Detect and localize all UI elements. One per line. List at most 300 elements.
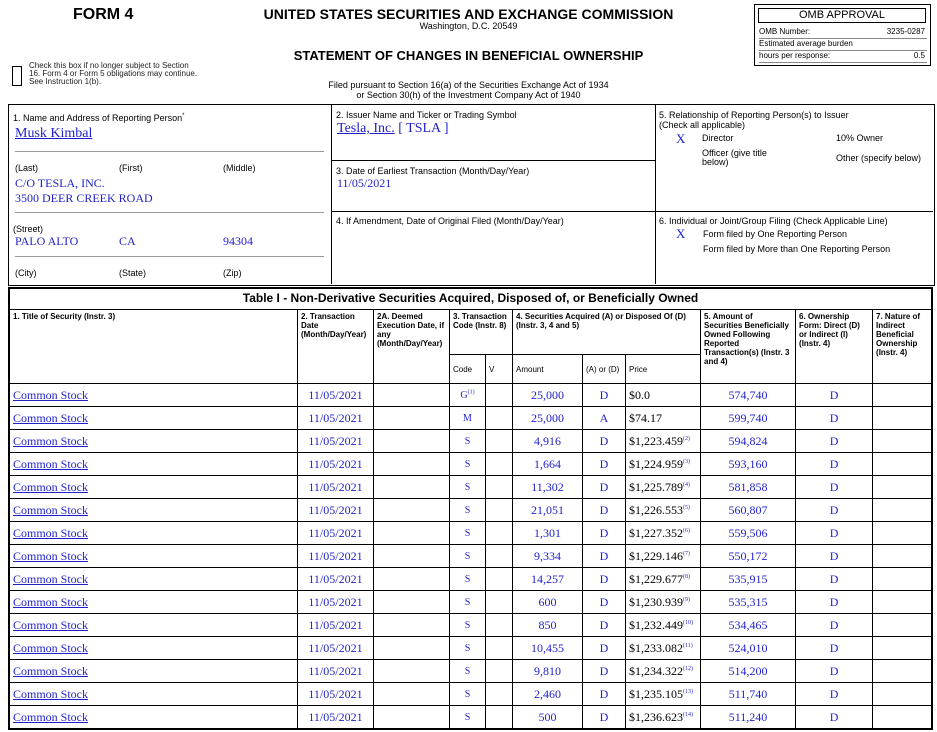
cell-v [486,591,513,614]
cell-a-or-d: D [583,706,626,729]
cell-amount-owned: 593,160 [701,453,796,476]
cell-nature [873,591,933,614]
table-row [10,591,933,614]
cell-deemed-date [374,614,450,637]
divider [331,211,933,212]
omb-approval-title: OMB APPROVAL [758,8,926,23]
cell-price [626,545,701,568]
cell-transaction-date: 11/05/2021 [298,637,374,660]
code-value: S [464,504,471,516]
box4-label: 4. If Amendment, Date of Original Filed (Month/Day/Year) [336,216,564,226]
table-row [10,522,933,545]
price-value: $74.17 [629,410,663,425]
cell-amount: 2,460 [513,683,583,706]
security-link[interactable]: Common Stock [13,686,89,701]
code-value: S [464,688,471,700]
cell-nature [873,384,933,407]
col-deemed-execution-date-header: 2A. Deemed Execution Date, if any (Month/Day/Year) [374,310,450,384]
cell-ownership-form: D [796,476,873,499]
cell-deemed-date [374,568,450,591]
cell-transaction-date: 11/05/2021 [298,499,374,522]
security-link[interactable]: Common Stock [13,525,89,540]
cell-amount: 11,302 [513,476,583,499]
box1-footnote-mark: * [182,113,185,119]
cell-code [450,407,486,430]
cell-price [626,430,701,453]
table-row [10,430,933,453]
cell-nature [873,568,933,591]
cell-ownership-form: D [796,706,873,729]
filed-pursuant-line-2: or Section 30(h) of the Investment Company Act of 1940 [356,90,581,100]
table-row [10,637,933,660]
cell-amount-owned: 511,740 [701,683,796,706]
agency-title: UNITED STATES SECURITIES AND EXCHANGE COMMISSION [263,6,674,22]
price-value: $1,224.959 [629,456,684,471]
omb-number-value: 3235-0287 [886,27,925,36]
price-footnote: (2) [683,435,691,442]
price-footnote: (9) [683,596,691,603]
omb-hours-value: 0.5 [913,51,925,60]
cell-v [486,614,513,637]
cell-ownership-form: D [796,384,873,407]
subcol-a-or-d-header: (A) or (D) [583,355,626,384]
code-value: S [464,665,471,677]
cell-security [10,499,298,522]
cell-security [10,476,298,499]
cell-price [626,637,701,660]
cell-a-or-d: D [583,683,626,706]
table-row [10,545,933,568]
cell-amount: 850 [513,614,583,637]
cell-security [10,384,298,407]
cell-deemed-date [374,430,450,453]
price-footnote: (3) [683,458,691,465]
cell-ownership-form: D [796,637,873,660]
one-person-check-mark: X [676,226,686,241]
security-link[interactable]: Common Stock [13,410,89,425]
earliest-transaction-date: 11/05/2021 [337,176,392,190]
cell-a-or-d: A [583,407,626,430]
cell-a-or-d: D [583,545,626,568]
ticker-open-bracket: [ [398,121,403,136]
price-value: $1,223.459 [629,433,684,448]
officer-label-2: below) [702,157,729,167]
cell-amount-owned: 594,824 [701,430,796,453]
cell-deemed-date [374,499,450,522]
issuer-line [337,121,449,137]
cell-deemed-date [374,384,450,407]
divider [15,212,324,213]
cell-nature [873,453,933,476]
col-ownership-form-header: 6. Ownership Form: Direct (D) or Indirect (I) (Instr. 4) [796,310,873,384]
cell-code [450,591,486,614]
cell-amount-owned: 599,740 [701,407,796,430]
security-link[interactable]: Common Stock [13,387,89,402]
cell-ownership-form: D [796,614,873,637]
cell-amount: 21,051 [513,499,583,522]
cell-amount-owned: 535,315 [701,591,796,614]
cell-transaction-date: 11/05/2021 [298,545,374,568]
cell-deemed-date [374,683,450,706]
cell-amount-owned: 560,807 [701,499,796,522]
cell-transaction-date: 11/05/2021 [298,453,374,476]
cell-code [450,522,486,545]
table-row [10,660,933,683]
cell-code [450,637,486,660]
box1-label [13,113,184,123]
col-securities-acquired-header: 4. Securities Acquired (A) or Disposed Of (D) (Instr. 3, 4 and 5) [513,310,701,355]
state-value: CA [119,234,136,248]
price-value: $1,226.553 [629,502,684,517]
cell-nature [873,499,933,522]
officer-label-1: Officer (give title [702,148,767,158]
omb-approval-box [754,4,931,66]
cell-price [626,591,701,614]
cell-code [450,384,486,407]
cell-ownership-form: D [796,591,873,614]
city-label: (City) [15,268,37,278]
cell-deemed-date [374,545,450,568]
security-link[interactable]: Common Stock [13,479,89,494]
divider [331,160,655,161]
form-label: FORM 4 [73,6,134,23]
code-footnote: (1) [467,389,475,396]
cell-security [10,453,298,476]
statement-title: STATEMENT OF CHANGES IN BENEFICIAL OWNERSHIP [293,48,644,63]
code-value: S [464,481,471,493]
omb-number-label: OMB Number: [759,27,811,36]
section16-checkbox[interactable] [12,66,22,86]
cell-a-or-d: D [583,568,626,591]
cell-price [626,407,701,430]
cell-code [450,499,486,522]
cell-security [10,706,298,729]
cell-security [10,430,298,453]
code-value: M [463,412,472,424]
cell-amount-owned: 535,915 [701,568,796,591]
ten-percent-owner-label: 10% Owner [836,133,884,143]
cell-amount: 4,916 [513,430,583,453]
cell-security [10,614,298,637]
cell-price [626,522,701,545]
code-value: S [464,550,471,562]
box5-sublabel: (Check all applicable) [659,120,746,130]
cell-security [10,683,298,706]
zip-value: 94304 [223,234,253,248]
cell-code [450,568,486,591]
cell-v [486,430,513,453]
table-row [10,683,933,706]
cell-amount-owned: 574,740 [701,384,796,407]
security-link[interactable]: Common Stock [13,594,89,609]
table-row [10,476,933,499]
col-transaction-code-header: 3. Transaction Code (Instr. 8) [450,310,513,355]
cell-ownership-form: D [796,683,873,706]
cell-transaction-date: 11/05/2021 [298,384,374,407]
cell-v [486,683,513,706]
table-row [10,499,933,522]
cell-deemed-date [374,637,450,660]
reporting-person-name[interactable]: Musk Kimbal [15,126,93,141]
cell-transaction-date: 11/05/2021 [298,522,374,545]
cell-a-or-d: D [583,430,626,453]
cell-security [10,545,298,568]
price-footnote: (10) [683,619,694,626]
cell-transaction-date: 11/05/2021 [298,591,374,614]
security-link[interactable]: Common Stock [13,571,89,586]
code-value: S [464,642,471,654]
cell-deemed-date [374,522,450,545]
cell-amount: 1,664 [513,453,583,476]
cell-amount-owned: 511,240 [701,706,796,729]
subcol-v-header: V [486,355,513,384]
code-value: S [464,596,471,608]
ticker-close-bracket: ] [443,121,449,136]
price-value: $1,229.677 [629,571,684,586]
cell-v [486,476,513,499]
col-amount-owned-header: 5. Amount of Securities Beneficially Owned Following Reported Transaction(s) (Instr. 3 and 4) [701,310,796,384]
cell-nature [873,430,933,453]
divider [331,104,332,284]
table-row [10,384,933,407]
cell-amount-owned: 524,010 [701,637,796,660]
code-value: S [464,573,471,585]
cell-v [486,407,513,430]
omb-hours-label: hours per response: [759,51,831,60]
cell-deemed-date [374,706,450,729]
box5-label: 5. Relationship of Reporting Person(s) to Issuer [659,110,849,120]
address-line-2: 3500 DEER CREEK ROAD [15,191,153,205]
non-derivative-table [9,309,933,729]
cell-amount: 25,000 [513,407,583,430]
cell-amount-owned: 559,506 [701,522,796,545]
cell-price [626,499,701,522]
cell-nature [873,614,933,637]
cell-a-or-d: D [583,453,626,476]
divider [655,104,656,284]
street-label: (Street) [13,224,44,234]
price-footnote: (5) [683,504,691,511]
cell-ownership-form: D [796,545,873,568]
cell-a-or-d: D [583,591,626,614]
col-title-of-security-header: 1. Title of Security (Instr. 3) [10,310,298,384]
security-link[interactable]: Common Stock [13,502,89,517]
cell-amount-owned: 534,465 [701,614,796,637]
price-value: $1,235.105 [629,686,684,701]
cell-amount: 1,301 [513,522,583,545]
cell-a-or-d: D [583,637,626,660]
price-footnote: (13) [683,688,694,695]
table-row [10,614,933,637]
cell-amount: 9,334 [513,545,583,568]
cell-nature [873,706,933,729]
price-footnote: (8) [683,573,691,580]
cell-v [486,706,513,729]
cell-ownership-form: D [796,660,873,683]
cell-security [10,568,298,591]
table1-title: Table I - Non-Derivative Securities Acquired, Disposed of, or Beneficially Owned [242,291,699,305]
box6-label: 6. Individual or Joint/Group Filing (Check Applicable Line) [659,216,888,226]
cell-a-or-d: D [583,476,626,499]
cell-security [10,637,298,660]
cell-v [486,384,513,407]
box3-label: 3. Date of Earliest Transaction (Month/Day/Year) [336,166,530,176]
cell-v [486,453,513,476]
table-row [10,706,933,729]
code-value: G [460,389,468,401]
cell-security [10,407,298,430]
table-row [10,453,933,476]
cell-deemed-date [374,660,450,683]
subcol-amount-header: Amount [513,355,583,384]
price-value: $0.0 [629,387,651,402]
table-row [10,568,933,591]
cell-code [450,545,486,568]
cell-price [626,568,701,591]
price-value: $1,236.623 [629,709,684,724]
price-footnote: (11) [683,642,693,649]
cell-deemed-date [374,591,450,614]
cell-nature [873,660,933,683]
cell-a-or-d: D [583,384,626,407]
agency-city: Washington, D.C. 20549 [419,21,518,31]
cell-deemed-date [374,476,450,499]
divider [15,151,324,152]
omb-burden-row [759,39,927,51]
price-footnote: (14) [683,711,694,718]
cell-code [450,453,486,476]
address-line-1: C/O TESLA, INC. [15,176,105,190]
city-value: PALO ALTO [15,234,79,248]
price-value: $1,232.449 [629,617,684,632]
cell-amount-owned: 514,200 [701,660,796,683]
col-transaction-date-header: 2. Transaction Date (Month/Day/Year) [298,310,374,384]
cell-amount-owned: 581,858 [701,476,796,499]
security-link[interactable]: Common Stock [13,433,89,448]
omb-burden-label: Estimated average burden [759,39,853,48]
cell-ownership-form: D [796,407,873,430]
other-label: Other (specify below) [836,153,922,163]
code-value: S [464,527,471,539]
cell-nature [873,637,933,660]
security-link[interactable]: Common Stock [13,663,89,678]
security-link[interactable]: Common Stock [13,617,89,632]
cell-amount-owned: 550,172 [701,545,796,568]
cell-amount: 600 [513,591,583,614]
security-link[interactable]: Common Stock [13,640,89,655]
state-label: (State) [119,268,147,278]
price-value: $1,234.322 [629,663,684,678]
director-check-mark: X [676,131,686,146]
cell-transaction-date: 11/05/2021 [298,476,374,499]
cell-transaction-date: 11/05/2021 [298,706,374,729]
middle-label: (Middle) [223,163,256,173]
subcol-price-header: Price [626,355,701,384]
cell-nature [873,407,933,430]
cell-v [486,660,513,683]
one-person-label: Form filed by One Reporting Person [703,229,848,239]
box1-label-text: 1. Name and Address of Reporting Person [13,113,183,123]
section16-checkbox-label: Check this box if no longer subject to Section 16. Form 4 or Form 5 obligations may continue. See Instruction 1(b). [29,61,198,86]
price-value: $1,229.146 [629,548,684,563]
cell-price [626,683,701,706]
issuer-name-link[interactable]: Tesla, Inc. [337,121,395,136]
cell-amount: 9,810 [513,660,583,683]
code-value: S [464,711,471,723]
cell-security [10,522,298,545]
cell-security [10,591,298,614]
box2-label: 2. Issuer Name and Ticker or Trading Symbol [336,110,517,120]
cell-amount: 500 [513,706,583,729]
cell-a-or-d: D [583,660,626,683]
cell-amount: 14,257 [513,568,583,591]
cell-amount: 10,455 [513,637,583,660]
cell-price [626,476,701,499]
cell-code [450,660,486,683]
first-label: (First) [119,163,143,173]
cell-nature [873,476,933,499]
price-value: $1,227.352 [629,525,684,540]
cell-v [486,499,513,522]
cell-code [450,683,486,706]
cell-price [626,453,701,476]
divider [15,256,324,257]
cell-transaction-date: 11/05/2021 [298,683,374,706]
omb-number-row [759,27,927,39]
cell-transaction-date: 11/05/2021 [298,568,374,591]
cell-security [10,660,298,683]
cell-ownership-form: D [796,453,873,476]
security-link[interactable]: Common Stock [13,548,89,563]
price-footnote: (6) [683,527,691,534]
cell-nature [873,522,933,545]
security-link[interactable]: Common Stock [13,456,89,471]
cell-deemed-date [374,407,450,430]
filed-pursuant-line-1: Filed pursuant to Section 16(a) of the Securities Exchange Act of 1934 [328,80,609,90]
cell-code [450,614,486,637]
price-value: $1,230.939 [629,594,684,609]
cell-v [486,637,513,660]
cell-v [486,568,513,591]
cell-code [450,706,486,729]
security-link[interactable]: Common Stock [13,709,89,724]
cell-price [626,706,701,729]
price-value: $1,225.789 [629,479,684,494]
subcol-code-header: Code [450,355,486,384]
last-label: (Last) [15,163,39,173]
col-nature-of-ownership-header: 7. Nature of Indirect Beneficial Ownership (Instr. 4) [873,310,933,384]
multiple-person-label: Form filed by More than One Reporting Person [703,244,891,254]
cell-price [626,614,701,637]
cell-a-or-d: D [583,522,626,545]
cell-code [450,476,486,499]
cell-ownership-form: D [796,568,873,591]
price-footnote: (12) [683,665,694,672]
cell-nature [873,545,933,568]
cell-deemed-date [374,453,450,476]
cell-amount: 25,000 [513,384,583,407]
table-row [10,407,933,430]
code-value: S [464,435,471,447]
zip-label: (Zip) [223,268,242,278]
cell-price [626,660,701,683]
price-footnote: (4) [683,481,691,488]
cell-nature [873,683,933,706]
code-value: S [464,619,471,631]
cell-ownership-form: D [796,430,873,453]
price-value: $1,233.082 [629,640,684,655]
cell-price [626,384,701,407]
